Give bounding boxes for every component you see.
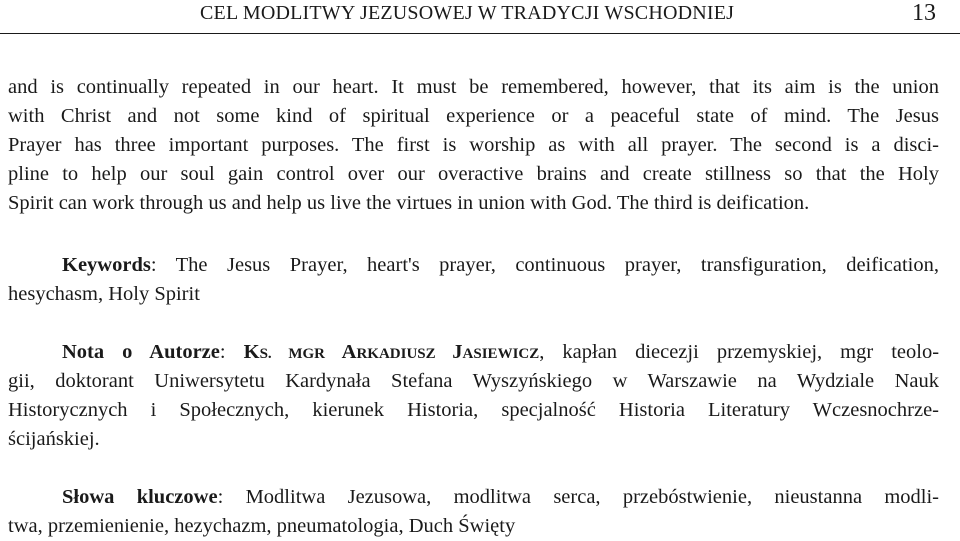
running-head (0, 0, 960, 34)
author-note-line: ścijańskiej. (8, 428, 100, 450)
abstract-line: Spirit can work through us and help us live the virtues in union with God. The third is deification. (8, 192, 810, 214)
keywords-text: The Jesus Prayer, heart's prayer, continuous prayer, transfiguration, deification, (175, 254, 939, 276)
keywords-line: hesychasm, Holy Spirit (8, 283, 200, 305)
abstract-line: pline to help our soul gain control over our overactive brains and create stillness so that the Holy (8, 163, 939, 185)
polish-keywords-line: Słowa kluczowe: Modlitwa Jezusowa, modlitwa serca, przebóstwienie, nieustanna modli- (62, 486, 940, 508)
author-note-line: Historycznych i Społecznych, kierunek Historia, specjalność Historia Literatury Wczesnochrze- (8, 399, 939, 421)
author-note-line: gii, doktorant Uniwersytetu Kardynała Stefana Wyszyńskiego w Warszawie na Wydziale Nauk (8, 370, 939, 392)
abstract-line: Prayer has three important purposes. The first is worship as with all prayer. The second is a disci- (8, 134, 939, 156)
abstract-line: with Christ and not some kind of spiritual experience or a peaceful state of mind. The Jesus (8, 105, 939, 127)
polish-keywords-line: twa, przemienienie, hezychazm, pneumatologia, Duch Święty (8, 515, 516, 537)
keywords-line: Keywords: The Jesus Prayer, heart's prayer, continuous prayer, transfiguration, deification, (62, 254, 939, 276)
polish-keywords-label: Słowa kluczowe (62, 486, 218, 508)
author-note-line: Nota o Autorze: KS. MGR ARKADIUSZ JASIEWICZ, kapłan diecezji przemyskiej, mgr teolo- (62, 341, 940, 363)
page-number: 13 (912, 0, 936, 26)
running-title: CEL MODLITWY JEZUSOWEJ W TRADYCJI WSCHODNIEJ (200, 2, 735, 24)
author-note-label: Nota o Autorze (62, 341, 220, 363)
header-rule (0, 33, 960, 34)
author-name: KS. MGR ARKADIUSZ JASIEWICZ (243, 341, 540, 363)
abstract-line: and is continually repeated in our heart. It must be remembered, however, that its aim is the union (8, 76, 939, 98)
keywords-label: Keywords (62, 254, 151, 276)
polish-keywords-text: Modlitwa Jezusowa, modlitwa serca, przebóstwienie, nieustanna modli- (245, 486, 940, 508)
author-note-text: , kapłan diecezji przemyskiej, mgr teolo- (539, 341, 940, 363)
